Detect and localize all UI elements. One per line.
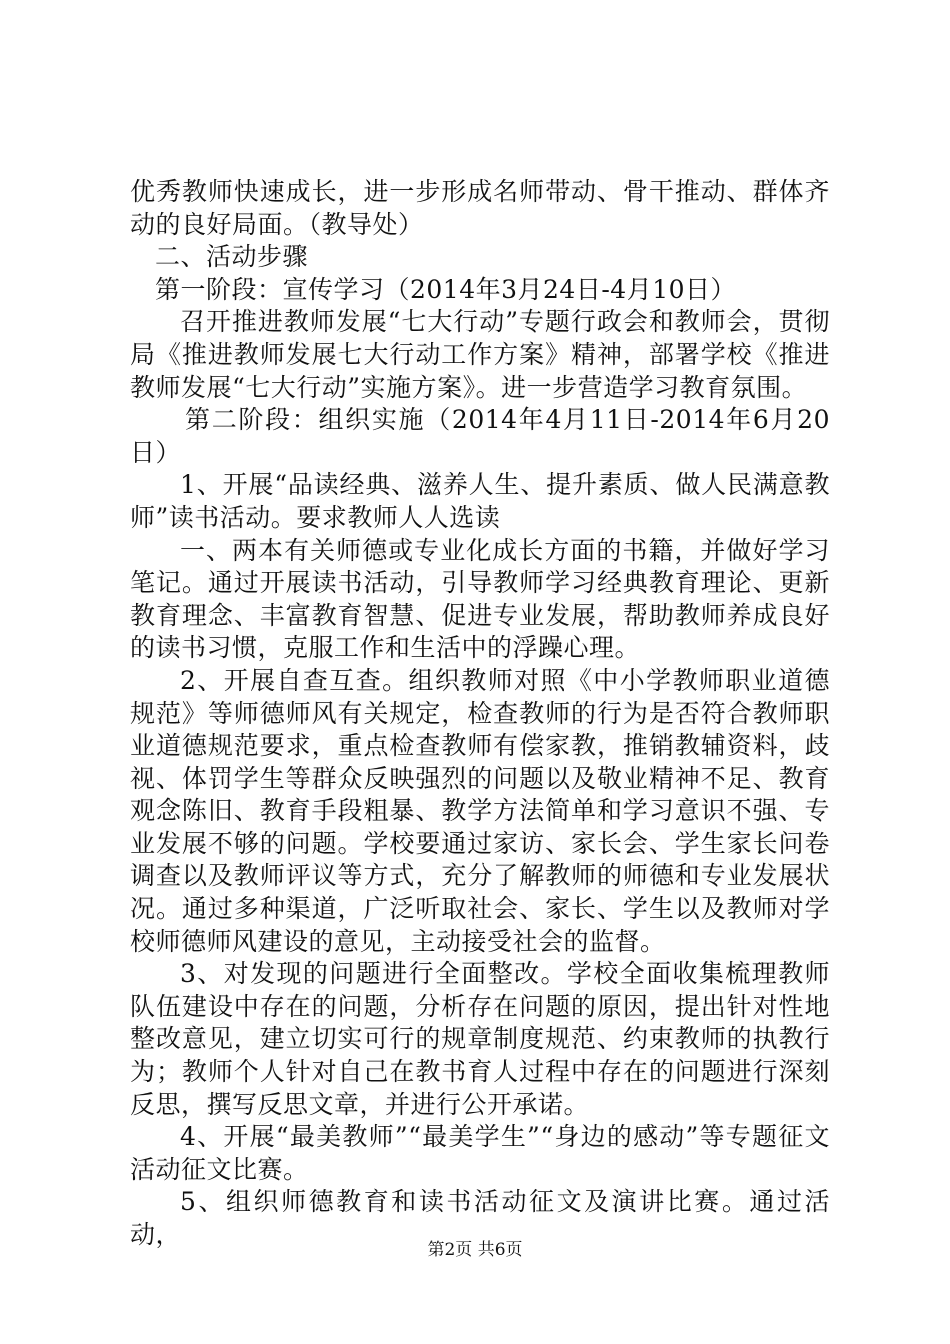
paragraph-reading-details: 一、两本有关师德或专业化成长方面的书籍，并做好学习笔记。通过开展读书活动，引导教师学习经典教育理论、更新教育理念、丰富教育智慧、促进专业发展，帮助教师养成良好的读书习惯，克服工作和生活中的浮躁心理。 <box>130 535 830 663</box>
paragraph-continuation: 优秀教师快速成长，进一步形成名师带动、骨干推动、群体齐动的良好局面。（教导处） <box>130 177 830 239</box>
item-2-self-inspection: 2、开展自查互查。组织教师对照《中小学教师职业道德规范》等师德师风有关规定，检查教师的行为是否符合教师职业道德规范要求，重点检查教师有偿家教，推销教辅资料，歧视、体罚学生等群众反映强烈的问题以及敬业精神不足、教育观念陈旧、教育手段粗暴、教学方法简单和学习意识不强、专业发展不够的问题。学校要通过家访、家长会、学生家长问卷调查以及教师评议等方式，充分了解教师的师德和专业发展状况。通过多种渠道，广泛听取社会、家长、学生以及教师对学校师德师风建设的意见，主动接受社会的监督。 <box>130 665 830 956</box>
section-heading-activity-steps: 二、活动步骤 <box>155 242 309 272</box>
document-body <box>130 176 830 1252</box>
paragraph-stage-one: 召开推进教师发展“七大行动”专题行政会和教师会，贯彻局《推进教师发展七大行动工作方案》精神，部署学校《推进教师发展“七大行动”实施方案》。进一步营造学习教育氛围。 <box>130 307 830 402</box>
item-4-essay-contest: 4、开展“最美教师”“最美学生”“身边的感动”等专题征文活动征文比赛。 <box>130 1122 830 1184</box>
item-1-reading-activity: 1、开展“品读经典、滋养人生、提升素质、做人民满意教师”读书活动。要求教师人人选读 <box>130 470 830 532</box>
item-5-speech-contest: 5、组织师德教育和读书活动征文及演讲比赛。通过活动， <box>130 1187 830 1249</box>
stage-one-heading: 第一阶段：宣传学习（2014年3月24日-4月10日） <box>155 274 737 304</box>
page-number-footer: 第2页 共6页 <box>427 1240 523 1260</box>
stage-two-heading: 第二阶段：组织实施（2014年4月11日-2014年6月20日） <box>130 405 830 467</box>
item-3-rectification: 3、对发现的问题进行全面整改。学校全面收集梳理教师队伍建设中存在的问题，分析存在问题的原因，提出针对性地整改意见，建立切实可行的规章制度规范、约束教师的执教行为；教师个人针对自己在教书育人过程中存在的问题进行深刻反思，撰写反思文章，并进行公开承诺。 <box>130 959 830 1119</box>
